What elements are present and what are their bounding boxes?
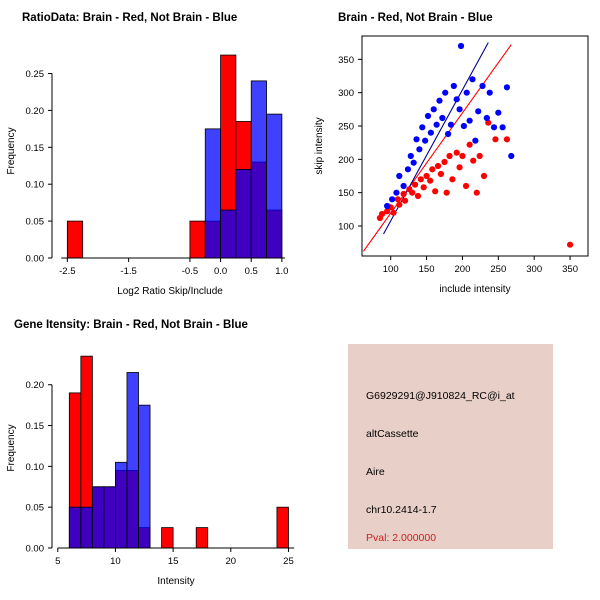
histogram-bar bbox=[127, 372, 139, 548]
histogram-bar bbox=[67, 221, 82, 258]
pval-label: Pval: 2.000000 bbox=[366, 532, 437, 544]
ratio-histogram-panel bbox=[0, 0, 300, 300]
y-tick-label: 200 bbox=[338, 154, 354, 166]
scatter-point bbox=[464, 90, 470, 96]
y-tick-label: 0.15 bbox=[25, 142, 44, 154]
intensity-scatter-title: Brain - Red, Not Brain - Blue bbox=[338, 12, 493, 24]
scatter-point bbox=[439, 115, 445, 121]
x-tick-label: 0.0 bbox=[213, 266, 228, 277]
locus-label: chr10.2414-1.7 bbox=[366, 504, 437, 516]
scatter-point bbox=[444, 190, 450, 196]
ratio-histogram-title: RatioData: Brain - Red, Not Brain - Blue bbox=[22, 12, 238, 24]
histogram-bar bbox=[267, 114, 282, 258]
scatter-point bbox=[459, 153, 465, 159]
histogram-bar bbox=[190, 221, 205, 258]
x-axis-title: include intensity bbox=[439, 284, 511, 295]
scatter-point bbox=[396, 173, 402, 179]
y-axis-title: skip intensity bbox=[314, 117, 325, 175]
x-tick-label: 15 bbox=[167, 556, 179, 567]
y-tick-label: 0.10 bbox=[25, 461, 44, 473]
scatter-point bbox=[416, 146, 422, 152]
scatter-point bbox=[422, 138, 428, 144]
histogram-bar bbox=[277, 507, 289, 548]
scatter-point bbox=[484, 115, 490, 121]
x-tick-label: 300 bbox=[526, 264, 543, 275]
y-tick-label: 0.00 bbox=[25, 253, 44, 265]
scatter-point bbox=[456, 164, 462, 170]
gene-symbol-label: Aire bbox=[366, 466, 385, 478]
scatter-point bbox=[384, 203, 390, 209]
scatter-point bbox=[435, 163, 441, 169]
ratio-histogram-plot bbox=[0, 0, 300, 300]
scatter-point bbox=[472, 138, 478, 144]
scatter-point bbox=[508, 153, 514, 159]
scatter-point bbox=[454, 96, 460, 102]
scatter-point bbox=[567, 242, 573, 248]
histogram-bar bbox=[162, 528, 174, 548]
y-tick-label: 0.00 bbox=[25, 543, 44, 555]
scatter-point bbox=[491, 124, 497, 130]
gene-intensity-panel bbox=[0, 300, 320, 600]
scatter-point bbox=[434, 122, 440, 128]
y-tick-label: 0.05 bbox=[25, 502, 44, 514]
scatter-point bbox=[408, 153, 414, 159]
y-axis-title: Frequency bbox=[6, 127, 17, 175]
x-tick-label: 0.5 bbox=[244, 266, 258, 277]
histogram-bar bbox=[196, 528, 208, 548]
scatter-point bbox=[470, 158, 476, 164]
scatter-point bbox=[402, 198, 408, 204]
scatter-point bbox=[405, 166, 411, 172]
x-tick-label: 250 bbox=[490, 264, 507, 275]
scatter-point bbox=[395, 196, 401, 202]
regression-line bbox=[363, 45, 511, 252]
histogram-bar bbox=[92, 487, 104, 548]
y-tick-label: 0.15 bbox=[25, 421, 44, 433]
x-tick-label: 200 bbox=[454, 264, 471, 275]
x-tick-label: -0.5 bbox=[181, 266, 199, 277]
y-tick-label: 0.05 bbox=[25, 216, 44, 228]
scatter-point bbox=[429, 166, 435, 172]
gene-intensity-plot bbox=[0, 300, 330, 600]
scatter-point bbox=[413, 136, 419, 142]
scatter-point bbox=[389, 196, 395, 202]
scatter-point bbox=[421, 184, 427, 190]
scatter-point bbox=[456, 106, 462, 112]
scatter-point bbox=[419, 124, 425, 130]
scatter-point bbox=[390, 210, 396, 216]
scatter-point bbox=[467, 142, 473, 148]
scatter-point bbox=[479, 83, 485, 89]
histogram-bar bbox=[205, 129, 220, 258]
x-axis-title: Log2 Ratio Skip/Include bbox=[117, 286, 223, 297]
scatter-point bbox=[431, 106, 437, 112]
scatter-point bbox=[393, 190, 399, 196]
histogram-bar bbox=[115, 462, 127, 548]
plot-frame bbox=[362, 36, 588, 256]
x-tick-label: 1.0 bbox=[275, 266, 289, 277]
scatter-point bbox=[500, 124, 506, 130]
scatter-point bbox=[427, 178, 433, 184]
scatter-point bbox=[451, 83, 457, 89]
x-tick-label: 5 bbox=[55, 556, 61, 567]
x-tick-label: -1.5 bbox=[120, 266, 137, 277]
scatter-point bbox=[504, 84, 510, 90]
scatter-point bbox=[492, 136, 498, 142]
scatter-point bbox=[481, 173, 487, 179]
y-tick-label: 250 bbox=[338, 121, 354, 133]
gene-intensity-title: Gene Itensity: Brain - Red, Not Brain - Blue bbox=[14, 319, 248, 331]
y-axis-title: Frequency bbox=[6, 424, 17, 472]
histogram-bar bbox=[69, 507, 81, 548]
scatter-point bbox=[432, 188, 438, 194]
y-tick-label: 0.20 bbox=[25, 380, 44, 392]
scatter-point bbox=[454, 150, 460, 156]
scatter-point bbox=[449, 176, 455, 182]
annotation-info-box bbox=[348, 344, 553, 549]
scatter-point bbox=[463, 183, 469, 189]
x-tick-label: 20 bbox=[225, 556, 237, 567]
scatter-point bbox=[418, 176, 424, 182]
y-tick-label: 350 bbox=[338, 54, 354, 66]
scatter-point bbox=[446, 153, 452, 159]
histogram-bar bbox=[104, 487, 116, 548]
scatter-point bbox=[396, 202, 402, 208]
x-tick-label: 100 bbox=[382, 264, 399, 275]
y-tick-label: 0.10 bbox=[25, 179, 44, 191]
scatter-point bbox=[467, 118, 473, 124]
histogram-bar bbox=[81, 507, 93, 548]
histogram-bar bbox=[236, 169, 251, 258]
scatter-point bbox=[461, 123, 467, 129]
scatter-point bbox=[442, 90, 448, 96]
intensity-scatter-panel bbox=[300, 0, 600, 300]
scatter-point bbox=[495, 110, 501, 116]
scatter-point bbox=[448, 122, 454, 128]
scatter-point bbox=[445, 131, 451, 137]
scatter-point bbox=[401, 191, 407, 197]
x-tick-label: 150 bbox=[418, 264, 435, 275]
scatter-point bbox=[401, 183, 407, 189]
scatter-point bbox=[458, 43, 464, 49]
scatter-point bbox=[504, 136, 510, 142]
scatter-point bbox=[475, 108, 481, 114]
event-type-label: altCassette bbox=[366, 428, 419, 440]
scatter-point bbox=[474, 190, 480, 196]
scatter-point bbox=[428, 130, 434, 136]
scatter-point bbox=[415, 193, 421, 199]
x-axis-title: Intensity bbox=[157, 576, 195, 587]
scatter-point bbox=[477, 153, 483, 159]
histogram-bar bbox=[251, 81, 266, 258]
scatter-point bbox=[436, 98, 442, 104]
x-tick-label: -2.5 bbox=[59, 266, 76, 277]
histogram-bar bbox=[139, 405, 151, 548]
y-tick-label: 150 bbox=[338, 188, 354, 200]
histogram-bar bbox=[221, 210, 236, 258]
scatter-point bbox=[469, 76, 475, 82]
probe-id-label: G6929291@J910824_RC@i_at bbox=[366, 390, 515, 402]
y-tick-label: 300 bbox=[338, 88, 354, 100]
scatter-point bbox=[411, 160, 417, 166]
y-tick-label: 0.20 bbox=[25, 105, 44, 117]
x-tick-label: 350 bbox=[562, 264, 578, 275]
scatter-point bbox=[409, 190, 415, 196]
scatter-point bbox=[425, 113, 431, 119]
intensity-scatter-plot bbox=[300, 0, 600, 300]
scatter-point bbox=[441, 159, 447, 165]
x-tick-label: 10 bbox=[110, 556, 121, 567]
scatter-point bbox=[438, 171, 444, 177]
scatter-point bbox=[487, 90, 493, 96]
scatter-point bbox=[412, 182, 418, 188]
y-tick-label: 100 bbox=[338, 221, 354, 233]
y-tick-label: 0.25 bbox=[25, 69, 44, 81]
x-tick-label: 25 bbox=[283, 556, 294, 567]
